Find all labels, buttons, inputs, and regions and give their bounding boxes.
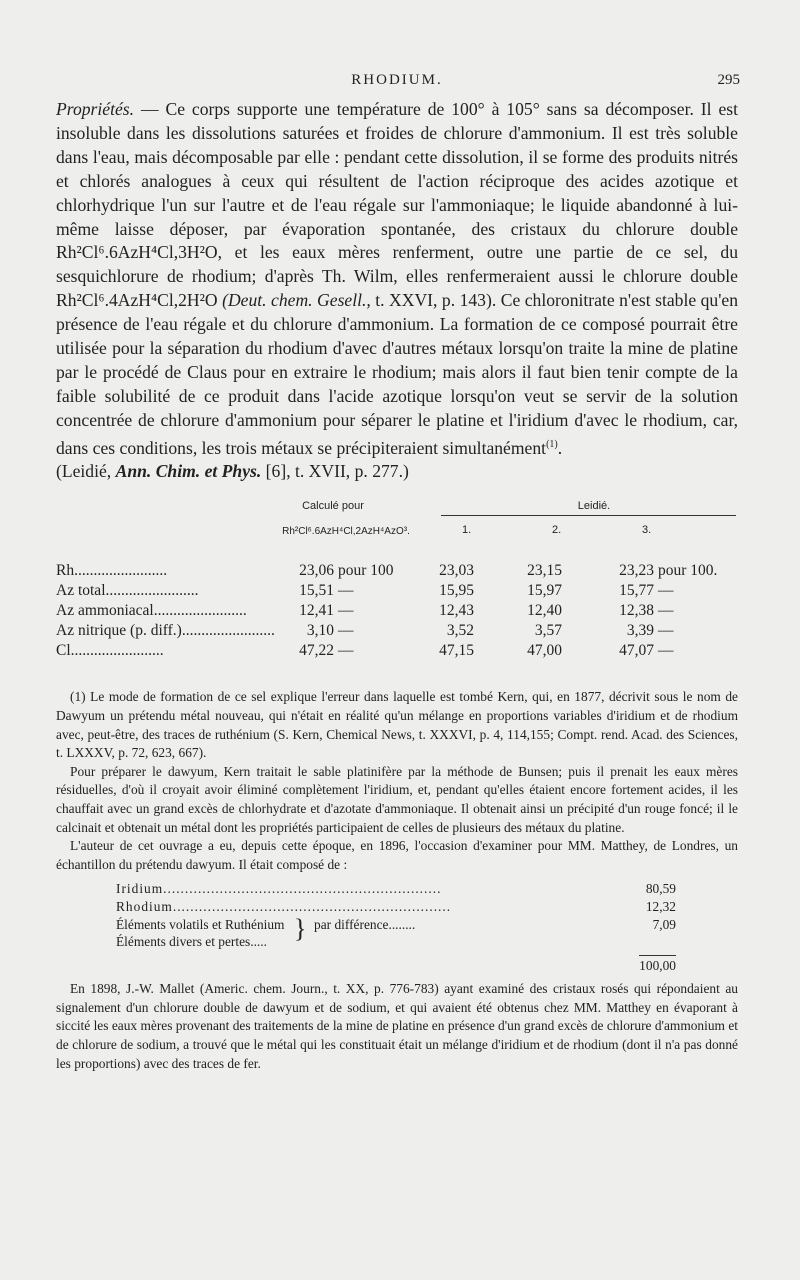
- difference-label: par différence........: [314, 917, 416, 933]
- value-1: 47,15: [439, 642, 474, 660]
- composition-label: Rhodium................................................................: [116, 899, 452, 915]
- table-row: [56, 582, 738, 602]
- footnote-term: dawyum.: [185, 856, 236, 872]
- composition-row: [116, 898, 676, 916]
- col-header-1: 1.: [462, 524, 472, 537]
- footnotes: [56, 688, 738, 1073]
- citation-deut-chem: (Deut. chem. Gesell.,: [222, 290, 371, 311]
- value-1: 23,03: [439, 562, 474, 580]
- calc-unit: —: [338, 622, 354, 640]
- composition-label: Iridium................................................................: [116, 881, 442, 897]
- value-3-unit: pour 100.: [658, 562, 718, 580]
- brace-symbol: }: [294, 914, 307, 944]
- table-header: [56, 500, 738, 562]
- composition-table: [116, 880, 676, 974]
- calc-unit: —: [338, 582, 354, 600]
- section-lead: Propriétés.: [56, 99, 135, 119]
- paragraph-text-2: t. XXVI, p. 143). Ce chloronitrate n'est stable qu'en présence de l'eau régale et du chlorure d'ammonium. La formation de ce composé pourrait être utilisée pour la séparation du rhodium d'avec d'autres métaux lorsqu'on traite la mine de platine par le procédé de Claus pour en extraire le rhodium; mais alors il faut bien tenir compte de la faible solubilité de ce produit dans l'acide azotique lorsqu'on veut se servir de la solution concentrée de chlorure d'ammonium pour séparer le platine et l'iridium d'avec le rhodium, car, dans ces conditions, les trois métaux se précipiteraient simultanément: [56, 290, 738, 458]
- value-2: 47,00: [527, 642, 562, 660]
- calc-unit: —: [338, 642, 354, 660]
- value-1: 12,43: [439, 602, 474, 620]
- paragraph-text-3: .: [557, 437, 563, 458]
- row-label: Rh........................: [56, 562, 168, 580]
- main-paragraph: [56, 98, 738, 484]
- total-value: 100,00: [639, 955, 676, 975]
- composition-value: 12,32: [645, 899, 676, 915]
- value-3-unit: —: [658, 642, 674, 660]
- footnote-text: t. XX, p. 776-783) ayant examiné des cristaux rosés qui répondaient au signalement d'un chlorure double de dawyum et de sodium, et qui avaient été obtenus chez MM. Matthey en évaporant à siccité les eaux mères provenant des traitements de la mine de platine en présence d'un grand excès de chlorure d'ammonium et de chlorure de sodium, a trouvé que le métal qui les constituait était un mélange d'iridium et de rhodium (dont il n'a pas donné les proportions) avec des traces de fer.: [56, 981, 738, 1071]
- col-header-2: 2.: [552, 524, 562, 537]
- row-label: Az total........................: [56, 582, 199, 600]
- header-rule: [441, 515, 736, 516]
- footnote-citation: Chemical News,: [326, 726, 416, 742]
- footnote-text: En 1898, J.-W. Mallet (: [70, 981, 205, 997]
- footnote-text: un prétendu métal nouveau, qui n'était en réalité qu'un mélange en proportions variables d'iridium et de rhodium avec, peut-être, des traces de ruthénium (S. Kern,: [56, 707, 738, 742]
- calc-value: 3,10: [306, 622, 334, 640]
- leidie-header: Leidié.: [577, 500, 611, 513]
- calc-unit: pour 100: [338, 562, 394, 580]
- composition-value: 7,09: [652, 917, 676, 933]
- composition-total: [116, 952, 676, 974]
- footnote-paragraph-4: [56, 980, 738, 1073]
- value-2: 12,40: [527, 602, 562, 620]
- footnote-text: Il était composé de :: [235, 856, 348, 872]
- footnote-paragraph-2: Pour préparer le dawyum, Kern traitait le sable platinifère par la méthode de Bunsen; puis il prenait les eaux mères résiduelles, d'où il croyait avoir éliminé complètement l'iridium, et, pendant qu'elles étaient encore fortement acides, il les chauffait avec un grand excès de chlorhydrate et d'azotate d'ammoniaque. Il obtenait ainsi un précipité d'un rouge foncé; il le calcinait et obtenait un métal dont les propriétés participaient de celles de plusieurs des métaux du platine.: [56, 763, 738, 835]
- footnote-text: t. LXXXV, p. 72, 623, 667).: [56, 745, 207, 761]
- value-2: 15,97: [527, 582, 562, 600]
- calc-value: 47,22: [299, 642, 334, 660]
- value-3: 15,77: [619, 582, 654, 600]
- value-1: 15,95: [439, 582, 474, 600]
- footnote-text: t. XXXVI, p. 4, 114,155;: [415, 726, 558, 742]
- citation-journal: Ann. Chim. et Phys.: [115, 461, 262, 482]
- footnote-paragraph-1: [56, 688, 738, 762]
- running-title: RHODIUM.: [351, 72, 443, 88]
- row-label: Az nitrique (p. diff.)........................: [56, 622, 275, 640]
- paragraph-text-1: — Ce corps supporte une température de 100° à 105° sans sa décomposer. Il est insoluble dans les dissolutions saturées et froides de chlorure d'ammonium. Il est très soluble dans l'eau, mais décomposable par elle : pendant cette dissolution, il se forme des produits nitrés et chlorés analogues à ceux qui résultent de l'action réciproque des acides azotique et chlorhydrique l'un sur l'autre et de l'eau régale sur l'ammoniaque; le liquide abandonné à lui-même laisse déposer, par évaporation spontanée, des cristaux du chlorure double Rh²Cl⁶.6AzH⁴Cl,3H²O, et les eaux mères renferment, outre une partie de ce sel, du sesquichlorure de rhodium; d'après Th. Wilm, elles renfermeraient aussi le chlorure double Rh²Cl⁶.4AzH⁴Cl,2H²O: [56, 99, 738, 311]
- analysis-table: [56, 500, 738, 662]
- value-3: 12,38: [619, 602, 654, 620]
- formula-header: Rh²Cl⁶.6AzH⁴Cl,2AzH⁴AzO³.: [282, 526, 410, 538]
- footnote-reference: (1): [546, 438, 558, 450]
- value-3-unit: —: [658, 582, 674, 600]
- composition-label: Éléments divers et pertes.....: [116, 934, 267, 950]
- running-header: [56, 72, 738, 98]
- calc-value: 12,41: [299, 602, 334, 620]
- composition-row: [116, 880, 676, 898]
- row-label: Cl........................: [56, 642, 164, 660]
- page-number: 295: [717, 72, 740, 88]
- value-2: 3,57: [534, 622, 562, 640]
- table-row: [56, 562, 738, 582]
- calc-header: Calculé pour: [302, 500, 364, 513]
- row-label: Az ammoniacal........................: [56, 602, 247, 620]
- footnote-paragraph-3: [56, 837, 738, 874]
- composition-label: Éléments volatils et Ruthénium: [116, 917, 285, 933]
- value-3-unit: —: [658, 622, 674, 640]
- footnote-term: Dawyum: [56, 707, 106, 723]
- value-3: 47,07: [619, 642, 654, 660]
- calc-value: 15,51: [299, 582, 334, 600]
- value-3-unit: —: [658, 602, 674, 620]
- calc-value: 23,06: [299, 562, 334, 580]
- table-row: [56, 622, 738, 642]
- value-1: 3,52: [446, 622, 474, 640]
- citation-suffix: [6], t. XVII, p. 277.): [261, 461, 409, 482]
- footnote-citation: Compt. rend. Acad. des Sciences,: [557, 726, 738, 742]
- citation-prefix: (Leidié,: [56, 461, 116, 482]
- footnote-text: L'auteur de cet ouvrage a eu, depuis cette époque, en 1896, l'occasion d'examiner pour MM. Matthey, de Londres, un échantillon du prétendu: [56, 838, 738, 872]
- col-header-3: 3.: [642, 524, 652, 537]
- table-row: [56, 642, 738, 662]
- composition-value: 80,59: [645, 881, 676, 897]
- footnote-citation: Americ. chem. Journ.,: [204, 981, 328, 997]
- value-3: 3,39: [626, 622, 654, 640]
- composition-row-grouped: [116, 916, 676, 952]
- value-2: 23,15: [527, 562, 562, 580]
- value-3: 23,23: [619, 562, 654, 580]
- footnote-text: (1) Le mode de formation de ce sel explique l'erreur dans laquelle est tombé Kern, qui, en 1877, décrivit sous le nom de: [70, 689, 738, 705]
- calc-unit: —: [338, 602, 354, 620]
- table-row: [56, 602, 738, 622]
